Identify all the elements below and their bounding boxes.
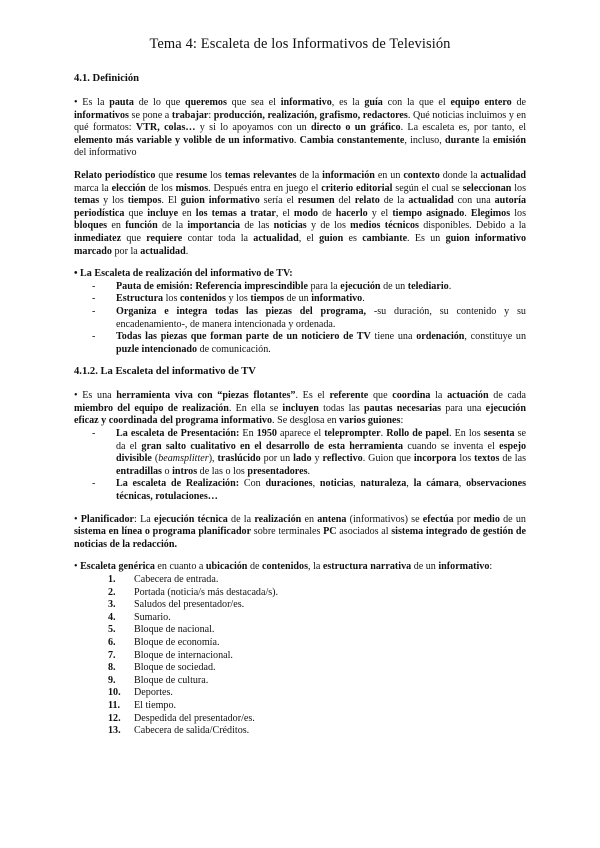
list-escaleta-realizacion (74, 281, 526, 357)
text-run: emisión (492, 134, 526, 146)
text-run: en cuanto a (154, 561, 206, 573)
text-run: con una (453, 195, 495, 207)
text-run: de un (499, 513, 526, 525)
text-run: estructura narrativa (322, 561, 412, 573)
text-run: • La Escaleta de realización del informativo de TV: (74, 268, 293, 280)
text-run: ( (151, 453, 159, 465)
text-run: . (307, 465, 311, 477)
text-run: , (406, 478, 414, 490)
text-run: realización (254, 513, 302, 525)
text-run: , (312, 478, 320, 490)
text-run: contar toda la (182, 232, 254, 244)
text-run: Pauta de emisión: Referencia imprescindible (116, 280, 308, 292)
text-run: actualidad (408, 195, 454, 207)
list-item-number: 13. (108, 725, 121, 737)
text-run: . (380, 428, 387, 440)
text-run: informativos (74, 109, 129, 121)
text-run: espejo divisible (116, 440, 527, 465)
text-run: Escaleta genérica (80, 561, 155, 573)
text-run: durante (444, 134, 480, 146)
text-run: : La (134, 513, 154, 525)
text-run: PC (323, 526, 337, 538)
text-run: por un (260, 453, 294, 465)
text-run: puzle intencionado (116, 343, 198, 355)
list-item-text: El tiempo. (134, 699, 177, 711)
text-run: • Es la (74, 97, 110, 108)
text-run: : (208, 109, 214, 121)
text-run: pautas necesarias (363, 402, 442, 414)
text-run: para una (441, 402, 486, 414)
text-run: de comunicación. (197, 343, 271, 355)
text-run: la cámara (413, 478, 459, 490)
text-run: informativo (280, 97, 332, 108)
paragraph-escaleta-generica (74, 561, 526, 574)
text-run: telediario (407, 280, 449, 292)
text-run: sistema integrado de gestión de noticias de la redacción. (74, 526, 526, 550)
text-run: autoría periodística (74, 195, 526, 219)
text-run: y de los (306, 220, 351, 232)
text-run: • Es una (74, 390, 117, 402)
list-item-number: 12. (108, 712, 121, 724)
text-run: la (479, 134, 493, 146)
text-run: . (293, 134, 300, 146)
text-run: gran salto cualitativo en el desarrollo de esta herramienta (141, 440, 404, 452)
paragraph-relato-periodistico (74, 170, 526, 258)
text-run: donde la (439, 169, 481, 181)
text-run: . Guion que (362, 453, 414, 465)
text-run: . Es un (407, 232, 446, 244)
text-run: . La escaleta es, por tanto, el (400, 122, 527, 134)
list-item-text: Bloque de sociedad. (134, 662, 216, 674)
list-item (108, 713, 526, 726)
list-item (108, 725, 526, 738)
list-item-text: Sumario. (134, 611, 171, 623)
text-run: herramienta viva con “piezas flotantes” (116, 390, 296, 402)
text-run: o (161, 465, 173, 477)
text-run: . Es el (295, 390, 330, 402)
section-heading-escaleta-informativo: 4.1.2. La Escaleta del informativo de TV (74, 366, 256, 378)
text-run: actualidad (253, 232, 299, 244)
list-item-text: Saludos del presentador/es. (134, 599, 245, 611)
text-run: elección (111, 182, 146, 194)
text-run: actualidad (140, 245, 186, 257)
list-item-number: 5. (108, 624, 116, 636)
text-run: . (464, 207, 471, 219)
text-run: que sea el (226, 97, 281, 108)
text-run: tiempo asignado (392, 207, 465, 219)
text-run: efectúa (422, 513, 454, 525)
text-run: y (311, 453, 323, 465)
text-run: hacerlo (335, 207, 368, 219)
text-run: sobre terminales (251, 526, 324, 538)
text-run: , el (298, 232, 320, 244)
text-run: criterio editorial (321, 182, 393, 194)
text-run: en (301, 513, 318, 525)
list-item-number: 11. (108, 699, 121, 711)
text-run: temas (74, 195, 100, 207)
list-item (108, 687, 526, 700)
text-run: los temas a tratar (195, 207, 276, 219)
text-run: mismos (175, 182, 209, 194)
text-run: de los (145, 182, 176, 194)
list-item-number: 9. (108, 674, 116, 686)
list-item-number: 7. (108, 649, 116, 661)
text-run: observaciones técnicas, rotulaciones… (116, 478, 527, 503)
text-run: . El (161, 195, 181, 207)
text-run: referente (329, 390, 369, 402)
list-item (116, 281, 526, 294)
text-run: ejecución eficaz y coordinada del programa informativo (74, 402, 526, 427)
text-run: , la (308, 561, 323, 573)
text-run: de las (240, 220, 274, 232)
text-run: , es la (331, 97, 365, 108)
text-run: bloques (74, 220, 108, 232)
text-run: ordenación (416, 331, 465, 343)
text-run: naturaleza (360, 478, 407, 490)
text-run: relato (354, 195, 380, 207)
text-run: de un (380, 280, 408, 292)
text-run: de la (296, 169, 323, 181)
text-run: ), (208, 453, 218, 465)
text-run: informativo (438, 561, 490, 573)
text-run: en (107, 220, 126, 232)
paragraph-herramienta-viva (74, 390, 526, 428)
list-item-number: 1. (108, 574, 116, 585)
list-item-text: Deportes. (134, 687, 173, 699)
text-run: incluye (147, 207, 179, 219)
text-run: marca la (74, 182, 112, 194)
text-run: Estructura (116, 293, 164, 305)
text-run: Planificador (80, 513, 135, 525)
text-run: sistema en línea o programa planificador (74, 526, 252, 538)
text-run: en (178, 207, 196, 219)
text-run: , incluso, (404, 134, 445, 146)
text-run: equipo entero (450, 97, 512, 108)
list-escaleta-generica (74, 574, 526, 738)
text-run: . (448, 280, 452, 292)
text-run: varios guiones (339, 415, 401, 427)
text-run: los (163, 293, 180, 305)
text-run: contexto (403, 169, 440, 181)
text-run: En (239, 428, 257, 440)
text-run: información (322, 169, 375, 181)
text-run: guion informativo marcado (74, 232, 526, 257)
text-run: los (456, 453, 475, 465)
text-run: Cambia constantemente (299, 134, 405, 146)
text-run: del (334, 195, 355, 207)
text-run: traslúcido (217, 453, 261, 465)
text-run: . (362, 293, 365, 305)
text-run: actualidad (480, 169, 526, 181)
paragraph-planificador (74, 514, 526, 552)
text-run: de la (379, 195, 409, 207)
list-item (108, 700, 526, 713)
text-run: cambiante (362, 232, 408, 244)
list-item (108, 612, 526, 625)
text-run: La escaleta de Presentación: (116, 428, 240, 440)
text-run: de la (227, 513, 255, 525)
text-run: los (511, 182, 527, 194)
text-run: según el cual se (392, 182, 463, 194)
text-run: miembro del equipo de realización (74, 402, 229, 414)
text-run: (informativos) se (346, 513, 423, 525)
list-item (116, 331, 526, 356)
text-run: . Después entra en juego el (208, 182, 322, 194)
text-run: incluyen (282, 402, 319, 414)
text-run: de las o los (197, 465, 248, 477)
text-run: , el (275, 207, 294, 219)
list-item-number: 2. (108, 586, 116, 598)
text-run: de cada (488, 390, 526, 402)
text-run: en un (374, 169, 404, 181)
text-run: : (400, 415, 404, 427)
text-run: y los (225, 293, 251, 305)
list-item (108, 599, 526, 612)
text-run: de un (284, 293, 312, 305)
text-run: que (121, 232, 147, 244)
text-run: asociados al (336, 526, 392, 538)
list-item-number: 6. (108, 636, 116, 648)
list-item (116, 478, 526, 503)
text-run: tiene una (370, 331, 417, 343)
text-run: y los (99, 195, 128, 207)
text-run: contenidos (179, 293, 226, 305)
text-run: modo (293, 207, 319, 219)
paragraph-pauta (74, 97, 526, 160)
text-run: beamsplitter (158, 453, 209, 465)
text-run: requiere (146, 232, 183, 244)
text-run: . En ella se (228, 402, 283, 414)
text-run: . Qué noticias incluimos y en qué formatos: (74, 109, 527, 134)
text-run: ejecución (340, 280, 381, 292)
text-run: es (343, 232, 363, 244)
list-item (116, 293, 526, 306)
text-run: Organiza e integra todas las piezas del programa, (116, 305, 367, 317)
text-run: -su duración, su contenido y su encadenamiento-, de manera intencionada y ordenada. (116, 305, 526, 330)
text-run: del informativo (74, 147, 137, 159)
list-item-text: Cabecera de entrada. (134, 574, 219, 585)
list-item-text: Bloque de cultura. (134, 674, 209, 686)
text-run: que (155, 169, 176, 181)
list-item-text: Bloque de economía. (134, 636, 220, 648)
list-item (108, 637, 526, 650)
text-run: inmediatez (74, 232, 122, 244)
list-item-text: Bloque de nacional. (134, 624, 215, 636)
list-item-text: Cabecera de salida/Créditos. (134, 725, 250, 737)
text-run: ejecución técnica (153, 513, 228, 525)
text-run: medios técnicos (350, 220, 419, 232)
text-run: . (185, 245, 189, 257)
text-run: noticias (273, 220, 307, 232)
list-item-number: 4. (108, 611, 116, 623)
page-title: Tema 4: Escaleta de los Informativos de Televisión (149, 36, 451, 52)
list-item (108, 587, 526, 600)
text-run: guion (319, 232, 344, 244)
text-run: VTR, colas… (135, 122, 196, 134)
text-run: importancia (187, 220, 241, 232)
text-run: . Se desglosa en (272, 415, 340, 427)
text-run: , (458, 478, 467, 490)
text-run: la (430, 390, 448, 402)
list-item-text: Portada (noticia/s más destacada/s). (134, 586, 279, 598)
text-run: se da el (116, 428, 526, 452)
text-run: medio (473, 513, 500, 525)
text-run: directo o un gráfico (310, 122, 401, 134)
text-run: intros (172, 465, 198, 477)
text-run: incorpora (413, 453, 457, 465)
text-run: 1950 (256, 428, 277, 440)
text-run: temas relevantes (224, 169, 297, 181)
text-run: Con (239, 478, 266, 490)
text-run: resume (175, 169, 208, 181)
text-run: : (489, 561, 493, 573)
text-run: de lo que (133, 97, 185, 108)
text-run: de (511, 97, 526, 108)
text-run: con la que el (382, 97, 451, 108)
text-run: , constituye un (464, 331, 526, 343)
text-run: los (510, 207, 527, 219)
text-run: antena (317, 513, 347, 525)
list-item-text: Despedida del presentador/es. (134, 712, 255, 724)
text-run: y si lo apoyamos con un (195, 122, 311, 134)
text-run: para la (307, 280, 341, 292)
list-item-number: 8. (108, 662, 116, 674)
section-heading-definicion: 4.1. Definición (74, 73, 140, 84)
text-run: producción, realización, grafismo, redactores (213, 109, 408, 121)
text-run: cuando se inventa el (403, 440, 500, 452)
text-run: actuación (447, 390, 489, 402)
text-run: de las (499, 453, 527, 465)
text-run: tiempos (127, 195, 162, 207)
text-run: elemento más variable y volible de un informativo (74, 134, 294, 146)
text-run: duraciones (265, 478, 313, 490)
text-run: contenidos (262, 561, 309, 573)
text-run: por (453, 513, 474, 525)
text-run: los (207, 169, 225, 181)
text-run: y el (367, 207, 393, 219)
text-run: de (247, 561, 263, 573)
text-run: pauta (109, 97, 134, 108)
text-run: Relato periodístico (74, 169, 156, 181)
text-run: ubicación (205, 561, 248, 573)
list-guiones (74, 428, 526, 504)
text-run: noticias (319, 478, 353, 490)
text-run: tiempos (250, 293, 284, 305)
text-run: teleprompter (324, 428, 381, 440)
paragraph-escaleta-realizacion (74, 268, 526, 281)
text-run: informativo (311, 293, 363, 305)
text-run: por la (111, 245, 141, 257)
text-run: textos (474, 453, 500, 465)
text-run: sería el (259, 195, 298, 207)
text-run: de (318, 207, 336, 219)
text-run: que (124, 207, 148, 219)
text-run: función (125, 220, 158, 232)
list-item-number: 3. (108, 599, 116, 611)
text-run: guía (364, 97, 383, 108)
list-item (116, 306, 526, 331)
text-run: entradillas (116, 465, 162, 477)
text-run: de un (411, 561, 439, 573)
text-run: queremos (185, 97, 227, 108)
list-item (108, 650, 526, 663)
text-run: que (368, 390, 393, 402)
list-item (108, 624, 526, 637)
text-run: • (74, 561, 81, 573)
text-run: • (74, 513, 81, 525)
text-run: lado (293, 453, 312, 465)
text-run: La escaleta de Realización: (116, 478, 240, 490)
text-run: aparece el (276, 428, 325, 440)
list-item (108, 675, 526, 688)
text-run: se pone a (128, 109, 172, 121)
text-run: . En los (448, 428, 484, 440)
text-run: Rollo de papel (386, 428, 449, 440)
text-run: coordina (392, 390, 431, 402)
text-run: Elegimos (470, 207, 511, 219)
text-run: , (353, 478, 361, 490)
text-run: Todas las piezas que forman parte de un noticiero de TV (116, 331, 371, 343)
list-item (108, 574, 526, 587)
text-run: de la (157, 220, 188, 232)
list-item-number: 10. (108, 687, 121, 699)
list-item (116, 428, 526, 478)
text-run: guion informativo (180, 195, 260, 207)
text-run: disponibles. Debido a la (418, 220, 526, 232)
list-item (108, 662, 526, 675)
text-run: sesenta (483, 428, 515, 440)
text-run: seleccionan (462, 182, 512, 194)
list-item-text: Bloque de internacional. (134, 649, 233, 661)
text-run: todas las (318, 402, 364, 414)
text-run: presentadores (247, 465, 308, 477)
text-run: reflectivo (322, 453, 363, 465)
text-run: resumen (297, 195, 335, 207)
text-run: trabajar (171, 109, 209, 121)
